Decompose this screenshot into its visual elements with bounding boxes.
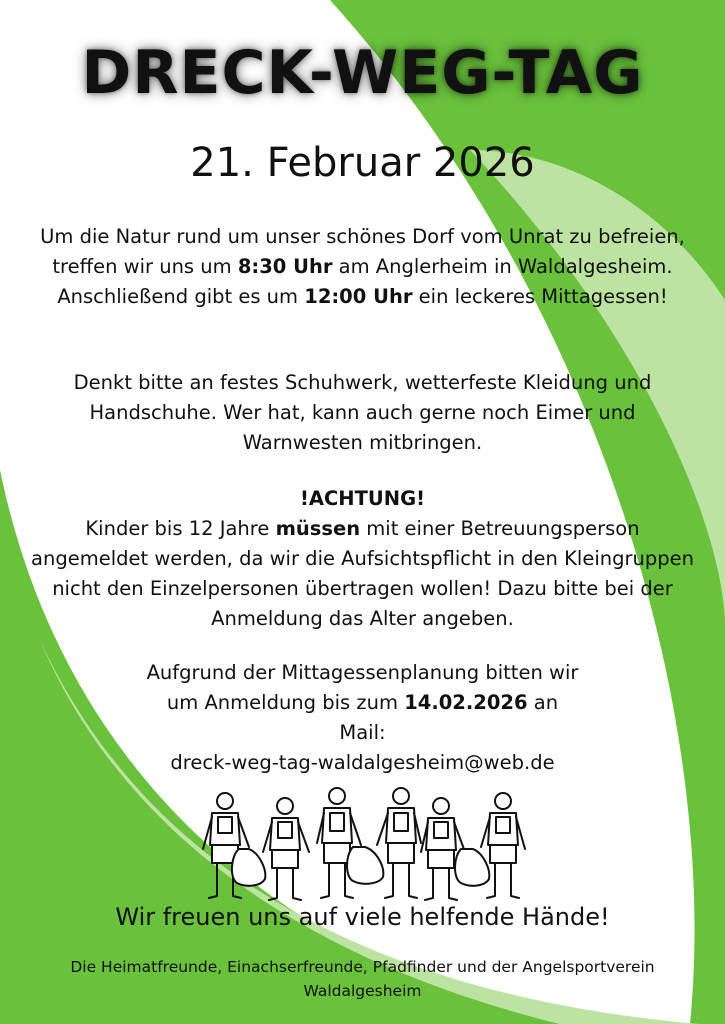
organizers: Die Heimatfreunde, Einachserfreunde, Pfadfinder und der Angelsportverein Waldalgesheim xyxy=(70,958,655,1000)
equipment-paragraph: Denkt bitte an festes Schuhwerk, wetterfeste Kleidung und Handschuhe. Wer hat, kann auch gerne noch Eimer und Warnwesten mitbringen. xyxy=(73,371,652,454)
warning-emphasis: müssen xyxy=(275,517,361,540)
registration-paragraph xyxy=(30,658,695,778)
warning-text-b: mit einer Betreuungsperson angemeldet werden, da wir die Aufsichtspflicht in den Kleingruppen nicht den Einzelpersonen übertragen wollen! Dazu bitte bei der Anmeldung das Alter angeben. xyxy=(31,517,694,630)
registration-text-a: um Anmeldung bis zum xyxy=(166,691,405,714)
email-address[interactable]: dreck-weg-tag-waldalgesheim@web.de xyxy=(170,751,555,774)
intro-text-b: am Anglerheim in Waldalgesheim. Anschließend gibt es um xyxy=(57,255,673,308)
registration-text-b: an xyxy=(527,691,559,714)
registration-deadline: 14.02.2026 xyxy=(404,691,528,714)
intro-text-a: Um die Natur rund um unser schönes Dorf vom Unrat zu befreien, treffen wir uns um xyxy=(40,225,685,278)
event-date: 21. Februar 2026 xyxy=(190,140,535,186)
intro-paragraph xyxy=(30,222,695,312)
registration-line-2 xyxy=(30,688,695,718)
registration-line-1: Aufgrund der Mittagessenplanung bitten wir xyxy=(146,661,579,684)
people-with-trash-bags-illustration xyxy=(195,783,535,908)
warning-heading: !ACHTUNG! xyxy=(300,487,425,510)
meeting-time: 8:30 Uhr xyxy=(237,255,333,278)
thanks-message: Wir freuen uns auf viele helfende Hände! xyxy=(115,903,610,931)
page-title: DRECK-WEG-TAG xyxy=(81,38,644,108)
intro-text-c: ein leckeres Mittagessen! xyxy=(412,285,668,308)
mail-label: Mail: xyxy=(339,721,386,744)
warning-text-a: Kinder bis 12 Jahre xyxy=(85,517,276,540)
warning-paragraph xyxy=(30,484,695,634)
lunch-time: 12:00 Uhr xyxy=(304,285,413,308)
